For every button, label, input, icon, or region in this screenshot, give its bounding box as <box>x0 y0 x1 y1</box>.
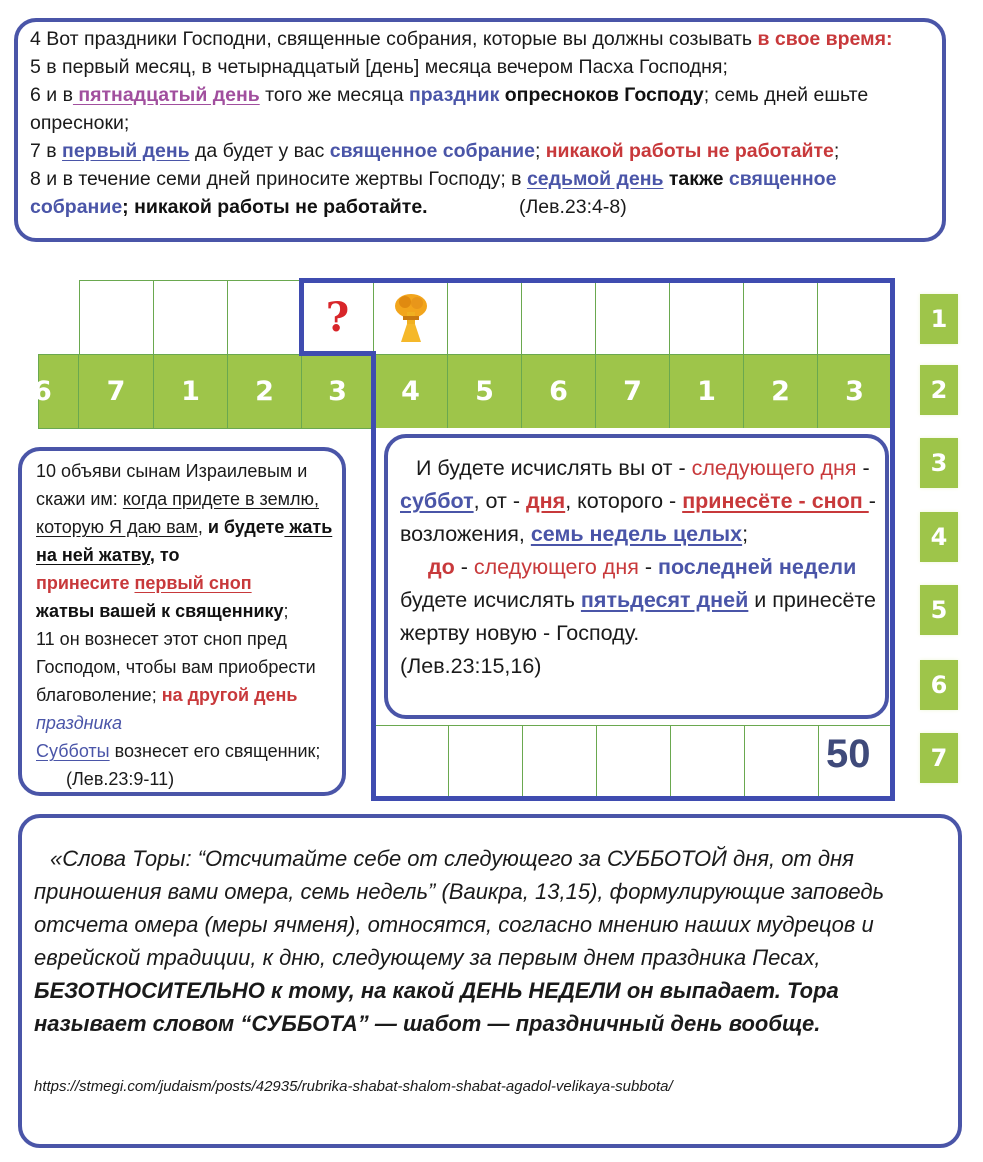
calendar-cell <box>79 280 154 355</box>
frame-right <box>890 278 895 801</box>
frame-top <box>299 278 895 283</box>
calendar-cell <box>447 280 522 355</box>
wheat-sheaf-icon <box>391 292 431 344</box>
day-number-cell: 1 <box>153 354 228 429</box>
calendar-cell <box>817 280 892 355</box>
frame-left-lower <box>371 351 376 801</box>
calendar-cell <box>595 280 670 355</box>
calendar-cell <box>669 280 744 355</box>
frame-bottom <box>371 796 895 801</box>
verse-4: 4 Вот праздники Господни, священные собрания, которые вы должны созывать в свое время: <box>30 28 893 50</box>
day-number-cell: 6 <box>38 354 79 429</box>
week-badge: 6 <box>920 660 958 710</box>
calendar-cell <box>522 725 597 797</box>
week-badge: 2 <box>920 365 958 415</box>
day-number-cell: 6 <box>521 354 596 429</box>
verses-box-lev-23-15-16: И будете исчислять вы от - следующего дня - суббот, от - дня, которого - принесёте - сноп - возложения, семь недель целых; до - следующего дня - последней недели будете исчислять пятьдесят дней и принесёте жертву новую - Господу. (Лев.23:15,16) <box>384 434 889 719</box>
day-number-cell: 7 <box>78 354 154 429</box>
calendar-cell <box>448 725 523 797</box>
week-badge: 7 <box>920 733 958 783</box>
reference: (Лев.23:4-8) <box>519 196 627 218</box>
verses-box-lev-23-4-8 <box>14 18 946 242</box>
day-number-cell: 7 <box>595 354 670 429</box>
frame-left-upper <box>299 278 304 356</box>
reference: (Лев.23:9-11) <box>66 769 175 789</box>
calendar-cell <box>743 280 818 355</box>
calendar-cell <box>670 725 745 797</box>
calendar-cell <box>521 280 596 355</box>
calendar-cell <box>744 725 819 797</box>
verse-5: 5 в первый месяц, в четырнадцатый [день] месяца вечером Пасха Господня; <box>30 56 728 78</box>
day-number-cell: 2 <box>227 354 302 429</box>
week-badge: 4 <box>920 512 958 562</box>
frame-step <box>299 351 376 356</box>
calendar-cell-sheaf <box>373 280 448 355</box>
question-mark-icon: ? <box>325 294 350 341</box>
week-badge: 5 <box>920 585 958 635</box>
day-number-cell: 5 <box>447 354 522 429</box>
verses-box-lev-23-9-11: 10 объяви сынам Израилевым и скажи им: когда придете в землю, которую Я даю вам, и будете жать на ней жатву, то принесите первый сноп жатвы вашей к священнику; 11 он вознесет этот сноп пред Господом, чтобы вам приобрести благоволение; на другой день праздника Субботы вознесет его священник; (Лев.23:9-11) <box>18 447 346 796</box>
calendar-cell <box>227 280 302 355</box>
calendar-cell <box>374 725 449 797</box>
verse-6: 6 и в пятнадцатый день того же месяца праздник опресноков Господу; семь дней ешьте опресноки; <box>30 84 869 134</box>
calendar-cell-question <box>301 280 374 355</box>
week-badge: 3 <box>920 438 958 488</box>
week-badge: 1 <box>920 294 958 344</box>
day-number-cell: 3 <box>817 354 892 429</box>
source-link[interactable]: https://stmegi.com/judaism/posts/42935/rubrika-shabat-shalom-shabat-agadol-velikaya-subbota/ <box>34 1078 673 1095</box>
day-number-cell: 3 <box>301 354 374 429</box>
calendar-cell <box>153 280 228 355</box>
reference: (Лев.23:15,16) <box>400 654 542 678</box>
quote-box: «Слова Торы: “Отсчитайте себе от следующего за СУББОТОЙ дня, от дня приношения вами омера, семь недель” (Ваикра, 13,15), формулирующие заповедь отсчета омера (меры ячменя), относятся, согласно мнению наших мудрецов и еврейской традиции, к дню, следующему за первым днем праздника Песах, БЕЗОТНОСИТЕЛЬНО к тому, на какой ДЕНЬ НЕДЕЛИ он выпадает. Тора называет словом “СУББОТА” — шабот — праздничный день вообще. https://stmegi.com/judaism/posts/42935/rubrika-shabat-shalom-shabat-agadol-velikaya-subbota/ <box>18 814 962 1148</box>
day-number-cell: 4 <box>373 354 448 429</box>
day-number-cell: 2 <box>743 354 818 429</box>
day-fifty-label: 50 <box>826 732 871 776</box>
calendar-cell <box>596 725 671 797</box>
verse-7: 7 в первый день да будет у вас священное собрание; никакой работы не работайте; <box>30 140 840 162</box>
day-number-cell: 1 <box>669 354 744 429</box>
verse-8: 8 и в течение семи дней приносите жертвы Господу; в седьмой день также священное собрание; никакой работы не работайте. (Лев.23:4-8) <box>30 168 837 218</box>
